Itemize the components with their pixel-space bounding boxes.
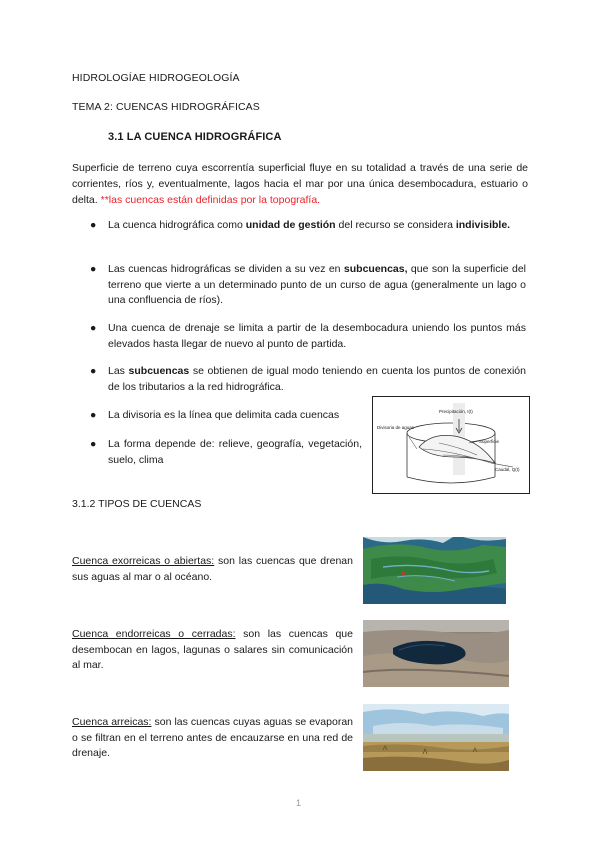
exorheic-term: Cuenca exorreicas o abiertas: xyxy=(72,555,215,567)
list-item-text: Las cuencas hidrográficas se dividen a su vez en subcuencas, que son la superficie del terreno que vierte a un determinado punto de un curso de agua (generalmente un lago o una confluencia de ríos). xyxy=(108,263,527,306)
course-title: HIDROLOGÍAE HIDROGEOLOGÍA xyxy=(72,72,240,84)
bullet-marker: ● xyxy=(90,409,97,421)
arheic-landscape-image xyxy=(363,704,509,771)
bullet-marker: ● xyxy=(90,263,97,275)
precipitation-label: Precipitación, I(t) xyxy=(439,409,473,414)
page-number: 1 xyxy=(296,798,302,808)
bullet-marker: ● xyxy=(90,438,97,450)
list-item xyxy=(90,437,364,471)
list-item-text: La divisoria es la línea que delimita cada cuencas xyxy=(108,409,340,421)
bullet-marker: ● xyxy=(90,219,97,231)
exorheic-paragraph: Cuenca exorreicas o abiertas: son las cuencas que drenan sus aguas al mar o al océano. xyxy=(72,555,353,583)
bullet-marker: ● xyxy=(90,322,97,334)
divide-label: Divisoria de aguas xyxy=(377,425,415,430)
arheic-term: Cuenca arreicas: xyxy=(72,716,152,728)
list-item xyxy=(90,408,360,426)
endorheic-lake-image xyxy=(363,620,509,687)
watershed-illustration xyxy=(373,397,529,493)
list-item xyxy=(90,218,528,252)
watershed-diagram xyxy=(372,396,530,494)
intro-text: Superficie de terreno cuya escorrentía superficial fluye en su totalidad a través de una serie de corrientes, ríos y, eventualmente, lagos hacia el mar por una única desembocadura, estuario o delta. xyxy=(72,162,528,206)
list-item-text: La cuenca hidrográfica como unidad de gestión del recurso se considera indivisible. xyxy=(108,219,511,231)
section-heading: 3.1 LA CUENCA HIDROGRÁFICA xyxy=(108,131,282,143)
list-item xyxy=(90,364,528,398)
endorheic-term: Cuenca endorreicas o cerradas: xyxy=(72,628,236,640)
list-item xyxy=(90,321,528,355)
endorheic-paragraph: Cuenca endorreicas o cerradas: son las cuencas que desembocan en lagos, lagunas o salares sin comunicación al mar. xyxy=(72,628,353,671)
topography-note: **las cuencas están definidas por la topografía. xyxy=(100,194,321,206)
types-heading: 3.1.2 TIPOS DE CUENCAS xyxy=(72,498,202,510)
arheic-paragraph: Cuenca arreicas: son las cuencas cuyas aguas se evaporan o se filtran en el terreno antes de encauzarse en una red de drenaje. xyxy=(72,716,354,759)
exorheic-satellite-image xyxy=(363,537,506,604)
surface-label: Superficie xyxy=(479,439,500,444)
list-item-text: La forma depende de: relieve, geografía, vegetación, suelo, clima xyxy=(108,438,362,466)
list-item xyxy=(90,262,528,312)
list-item-text: Las subcuencas se obtienen de igual modo teniendo en cuenta los puntos de conexión de los tributarios a la red hidrográfica. xyxy=(108,365,526,393)
outlet-label: Caudal, Q(t) xyxy=(495,467,520,472)
bullet-marker: ● xyxy=(90,365,97,377)
intro-paragraph xyxy=(72,160,528,208)
topic-title: TEMA 2: CUENCAS HIDROGRÁFICAS xyxy=(72,101,260,113)
list-item-text: Una cuenca de drenaje se limita a partir de la desembocadura uniendo los puntos más elevados hasta llegar de nuevo al punto de partida. xyxy=(108,322,526,350)
